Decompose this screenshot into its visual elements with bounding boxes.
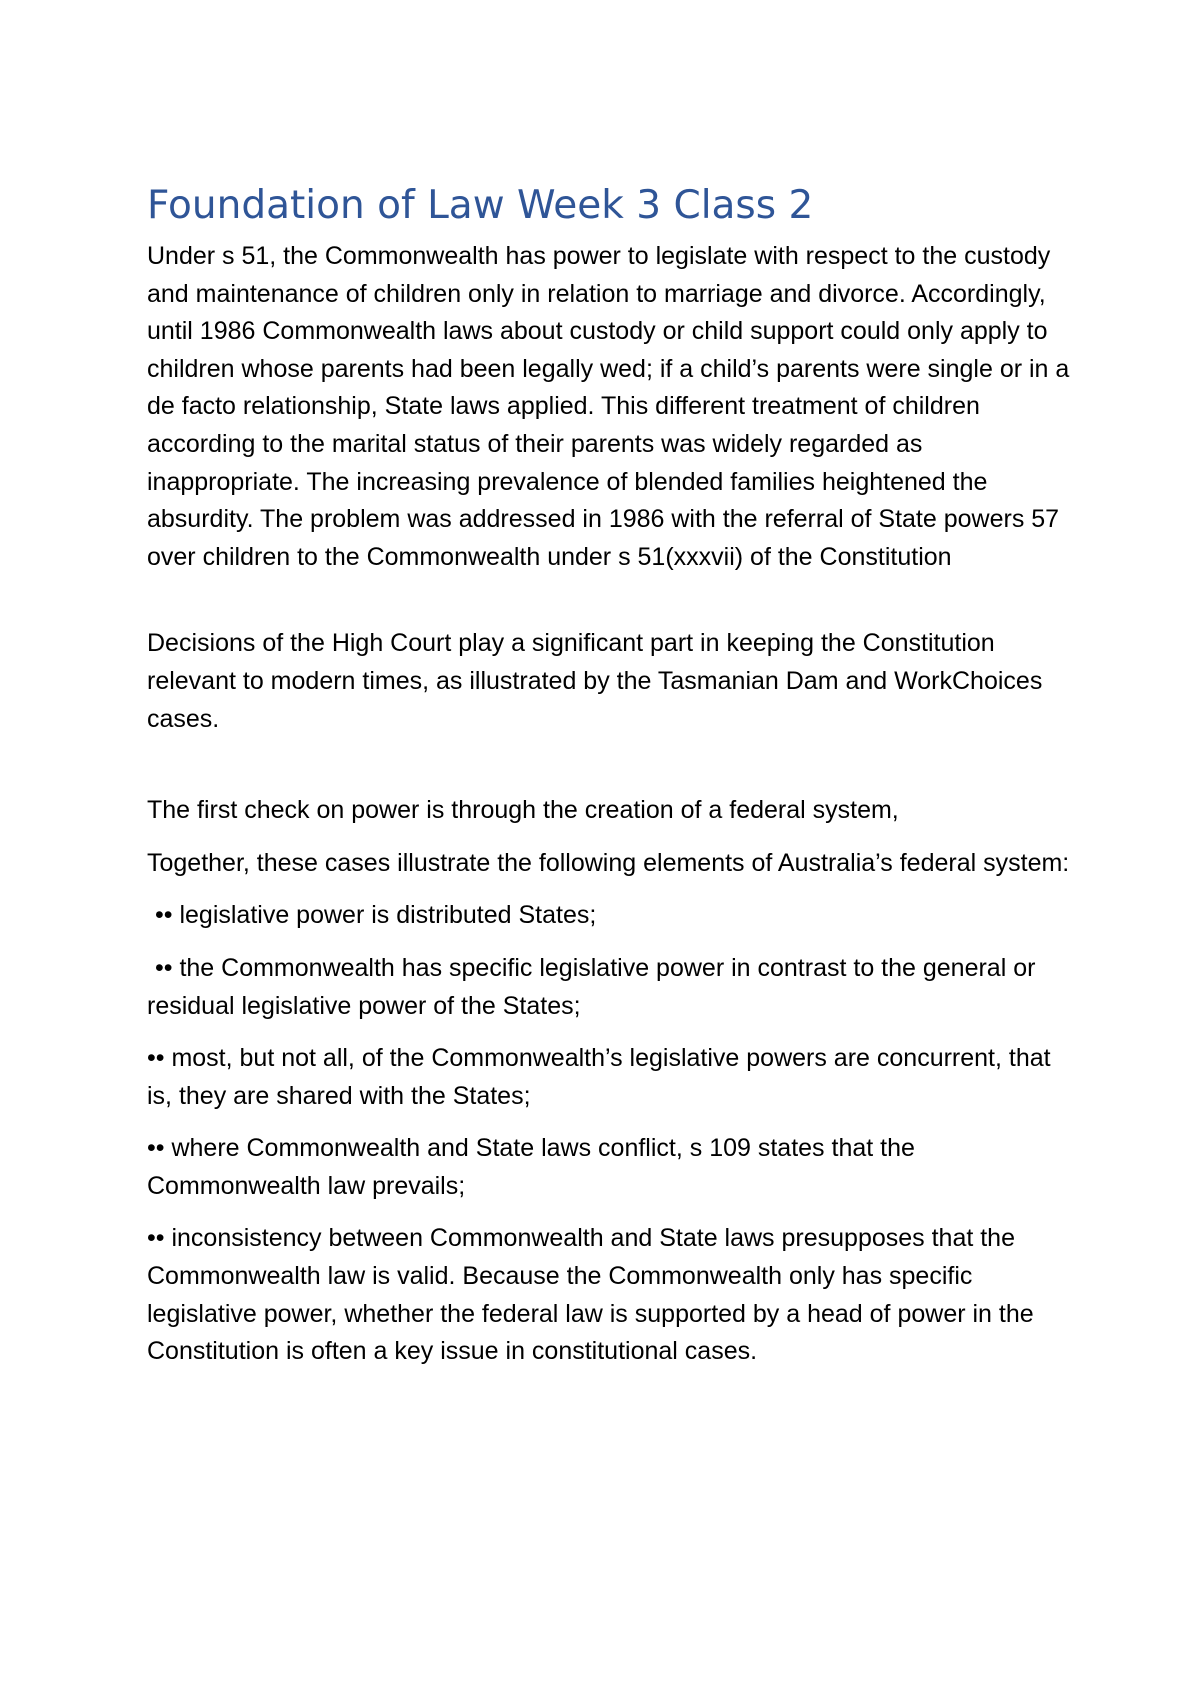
paragraph-custody: Under s 51, the Commonwealth has power to legislate with respect to the custody and maintenance of children only in relation to marriage and divorce. Accordingly, until 1986 Commonwealth laws about custody or child support could only apply to children whose parents had been legally wed; if a child’s parents were single or in a de facto relationship, State laws applied. This different treatment of children according to the marital status of their parents was widely regarded as inappropriate. The increasing prevalence of blended families heightened the absurdity. The problem was addressed in 1986 with the referral of State powers 57 over children to the Commonwealth under s 51(xxxvii) of the Constitution [147,242,1070,571]
paragraph-first-check: The first check on power is through the creation of a federal system, [147,796,899,825]
list-item [147,897,1077,935]
list-item-text: •• legislative power is distributed States; [155,901,597,930]
document-title: Foundation of Law Week 3 Class 2 [147,183,814,228]
paragraph-high-court: Decisions of the High Court play a significant part in keeping the Constitution relevant to modern times, as illustrated by the Tasmanian Dam and WorkChoices cases. [147,629,1043,733]
list-item-text: •• the Commonwealth has specific legislative power in contrast to the general or residual legislative power of the States; [147,953,1036,1020]
document-page [147,180,1077,1371]
list-item: •• most, but not all, of the Commonwealth’s legislative powers are concurrent, that is, they are shared with the States; [147,1044,1051,1110]
list-item: •• inconsistency between Commonwealth and State laws presupposes that the Commonwealth law is valid. Because the Commonwealth only has specific legislative power, whether the federal law is supported by a head of power in the Constitution is often a key issue in constitutional cases. [147,1224,1034,1366]
list-item: •• where Commonwealth and State laws conflict, s 109 states that the Commonwealth law prevails; [147,1134,915,1200]
list-item [147,950,1077,1025]
paragraph-together: Together, these cases illustrate the following elements of Australia’s federal system: [147,848,1070,877]
